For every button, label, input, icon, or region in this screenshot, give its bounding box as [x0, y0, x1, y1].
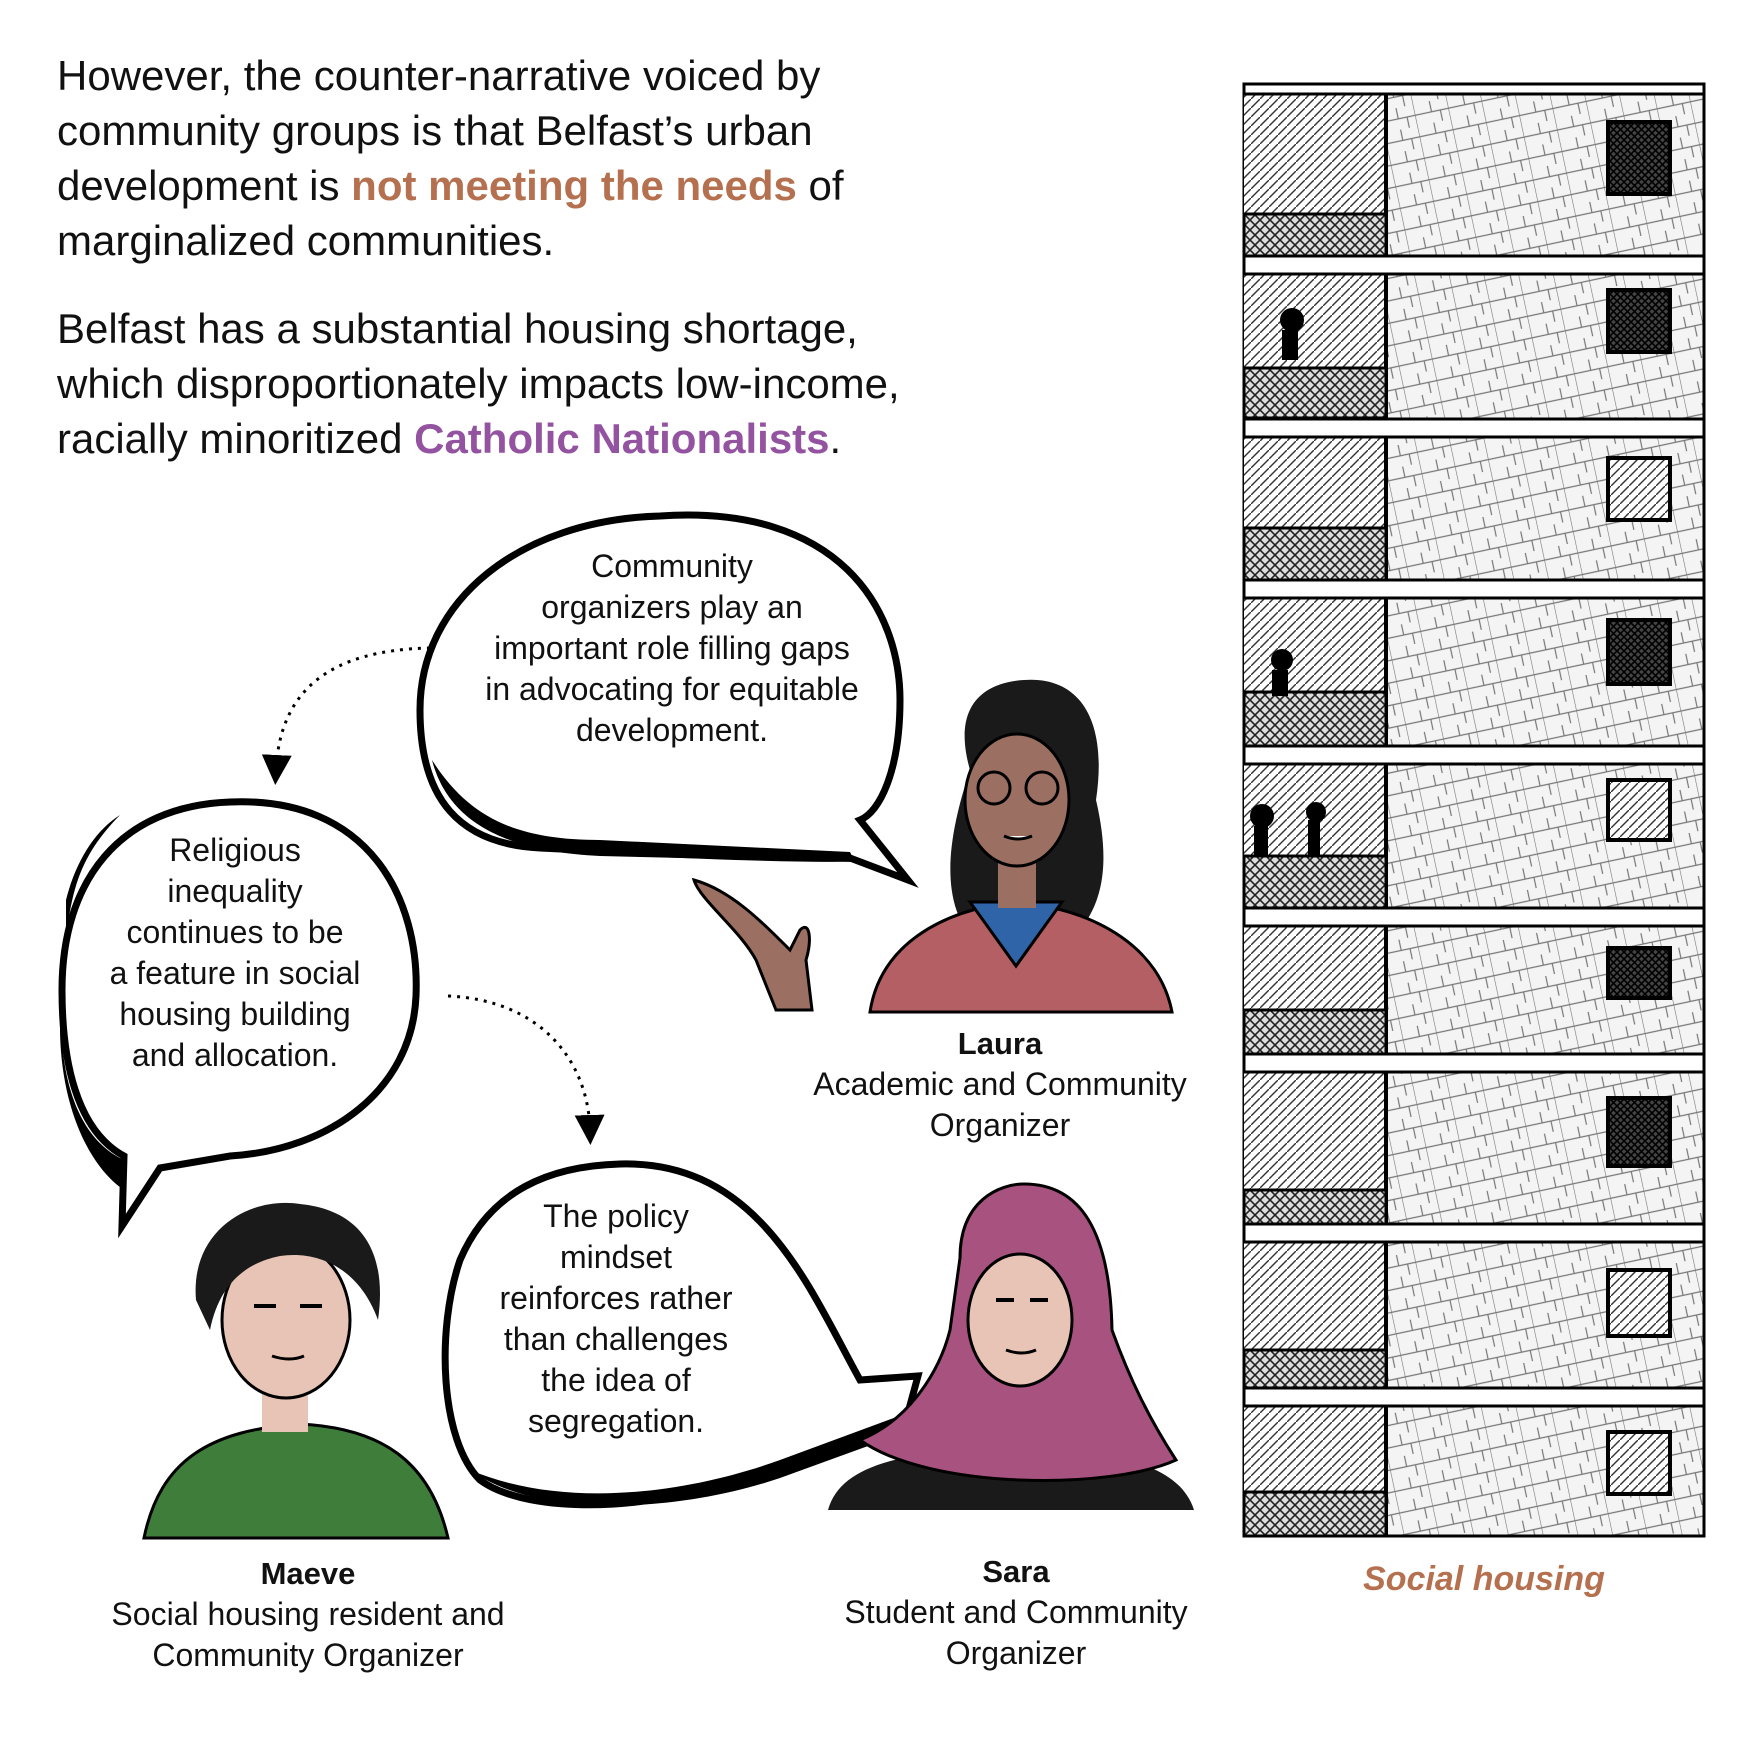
bubble-laura-line-4: in advocating for equitable: [485, 671, 859, 707]
maeve-name: Maeve: [260, 1556, 356, 1591]
intro-p1-highlight: not meeting the needs: [351, 162, 797, 209]
bubble-text-laura: [462, 546, 882, 751]
intro-p1-text: However, the counter-narrative voiced by community groups is that Belfast’s urban development is: [57, 52, 821, 209]
dotted-arrow-1: [276, 648, 430, 770]
sara-illustration: [828, 1184, 1194, 1510]
bubble-sara-line-2: mindset: [559, 1239, 673, 1275]
intro-p1-end: of marginalized communities.: [57, 162, 844, 264]
bubble-sara-line-3: reinforces rather: [499, 1280, 733, 1316]
bubble-laura-line-1: Community: [591, 548, 753, 584]
bubble-text-maeve: [90, 830, 380, 1076]
bubble-maeve-line-5: housing building: [119, 996, 351, 1032]
bubble-sara-line-5: the idea of: [541, 1362, 691, 1398]
bubble-sara-line-1: The policy: [543, 1198, 689, 1234]
bubble-laura-line-5: development.: [575, 712, 769, 748]
sara-role: [796, 1592, 1236, 1674]
dotted-arrow-2: [448, 996, 590, 1130]
bubble-maeve-line-3: continues to be: [126, 914, 344, 950]
intro-p2-highlight: Catholic Nationalists: [414, 415, 830, 462]
laura-role-line-2: Organizer: [929, 1107, 1071, 1143]
bubble-sara-line-4: than challenges: [503, 1321, 729, 1357]
intro-p2-text: Belfast has a substantial housing shortage, which disproportionately impacts low-income, racially minoritized: [57, 305, 900, 462]
bubble-maeve-line-1: Religious: [169, 832, 301, 868]
bubble-laura-line-2: organizers play an: [541, 589, 803, 625]
maeve-illustration: [144, 1203, 448, 1538]
bubble-sara-line-6: segregation.: [527, 1403, 705, 1439]
bubble-laura-line-3: important role filling gaps: [494, 630, 850, 666]
bubble-maeve-line-6: and allocation.: [131, 1037, 339, 1073]
sara-role-line-1: Student and Community: [844, 1594, 1188, 1630]
intro-p2-end: .: [829, 415, 842, 462]
maeve-role-line-2: Community Organizer: [152, 1637, 464, 1673]
bubble-maeve-line-2: inequality: [167, 873, 303, 909]
sara-role-line-2: Organizer: [945, 1635, 1087, 1671]
bubble-text-sara: [476, 1196, 756, 1442]
maeve-role: [78, 1594, 538, 1676]
bubble-maeve-line-4: a feature in social: [109, 955, 361, 991]
social-housing-caption: Social housing: [1363, 1560, 1605, 1598]
laura-name: Laura: [957, 1026, 1043, 1061]
laura-role-line-1: Academic and Community: [813, 1066, 1187, 1102]
sara-name: Sara: [982, 1554, 1050, 1589]
laura-role: [780, 1064, 1220, 1146]
maeve-role-line-1: Social housing resident and: [111, 1596, 505, 1632]
